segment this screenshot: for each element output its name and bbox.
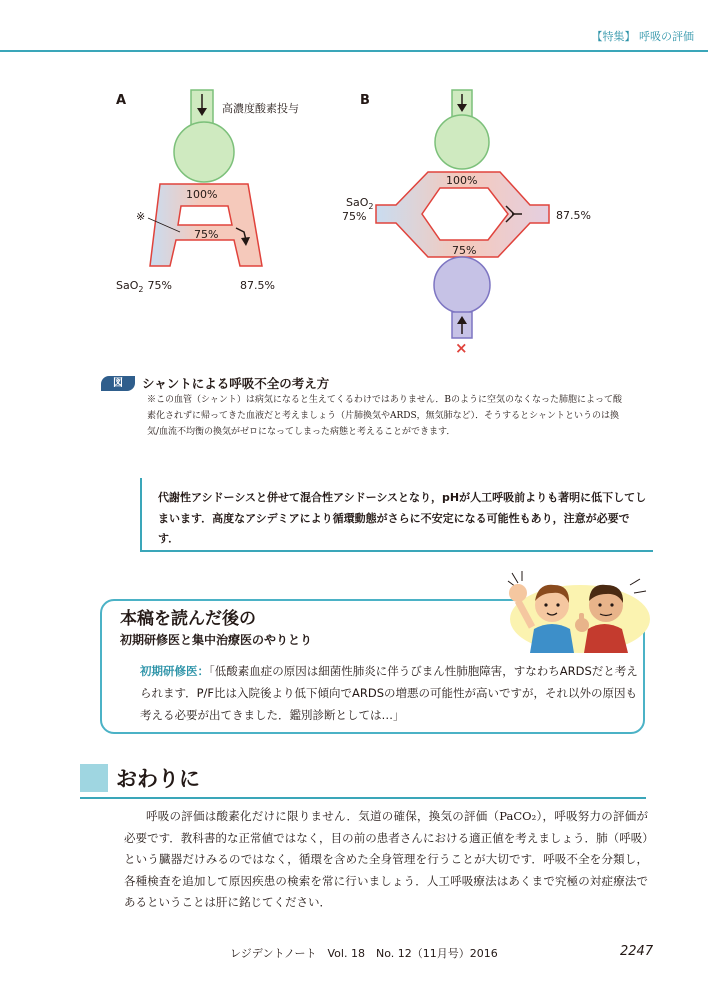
panel-a-oxygen-note: 高濃度酸素投与 [222, 102, 299, 115]
panel-b-upper-saturation: 100% [446, 174, 478, 187]
dialog-body [140, 660, 640, 726]
panel-a-label: A [116, 93, 127, 108]
conclusion-paragraph: 呼吸の評価は酸素化だけに限りません．気道の確保，換気の評価（PaCO₂），呼吸努力の評価が必要です．教科書的な正常値ではなく，目の前の患者さんにおける適正値を考えましょう．肺（呼吸）という臓器だけみるのではなく，循環を含めた全身管理を行うことが大切です．呼吸不全を分類し，各種検査を追加して原因疾患の検索を常に行いましょう．人工呼吸療法はあくまで究極の対症療法であるということは肝に銘じてください． [124, 809, 648, 910]
panel-b-collapsed-alveolus [434, 257, 490, 313]
panel-b-outflow: 87.5% [556, 209, 591, 222]
panel-a-alveolus [174, 122, 234, 182]
panel-b-blocked-airway [452, 312, 472, 338]
page-number: 2247 [620, 944, 654, 959]
panel-a-shunt-saturation: 75% [194, 228, 219, 241]
panel-a-upper-saturation: 100% [186, 188, 218, 201]
footer-journal: レジデントノート Vol. 18 No. 12（11月号）2016 [230, 947, 498, 960]
blocked-x-icon: × [455, 339, 468, 357]
doctors-illustration [500, 563, 650, 655]
panel-b-lower-saturation: 75% [452, 244, 477, 257]
summary-text: 代謝性アシドーシスと併せて混合性アシドーシスとなり，pHが人工呼吸前よりも著明に低下してしまいます．高度なアシデミアにより循環動態がさらに不安定になる可能性もあり，注意が必要です． [158, 491, 647, 545]
shunt-figure [0, 80, 708, 370]
panel-b-mixed-label: SaO$_2$ [346, 196, 374, 211]
running-header: 【特集】 呼吸の評価 [591, 30, 694, 43]
section-heading: おわりに [116, 767, 200, 791]
figure-caption-title: シャントによる呼吸不全の考え方 [142, 376, 330, 391]
panel-b-alveolus [435, 115, 489, 169]
dialog-quote: 「低酸素血症の原因は細菌性肺炎に伴うびまん性肺胞障害，すなわちARDSだと考えられます．P/F比は入院後より低下傾向でARDSの増悪の可能性が高いですが，それ以外の原因も考える必要が出てきました．鑑別診断としては…」 [140, 664, 638, 722]
figure-label-badge: 図 [101, 376, 135, 391]
header-rule [0, 50, 708, 52]
section-rule [80, 797, 646, 799]
panel-b-mixed-value: 75% [342, 210, 367, 223]
panel-a-shunt-mark: ※ [136, 210, 146, 223]
section-marker [80, 764, 108, 792]
figure-caption-note: ※この血管（シャント）は病気になると生えてくるわけではありません．Bのように空気のなくなった肺胞によって酸素化されずに帰ってきた血液だと考えましょう（片肺換気やARDS，無気肺など）．そうするとシャントというのは換気/血流不均衡の換気がゼロになってしまった病態と考えることができます． [147, 395, 622, 437]
panel-a-outflow: 87.5% [240, 279, 275, 292]
dialog-subtitle: 初期研修医と集中治療医のやりとり [120, 633, 313, 647]
dialog-speaker: 初期研修医： [140, 664, 209, 678]
panel-b-label: B [360, 93, 370, 108]
dialog-title: 本稿を読んだ後の [120, 609, 256, 629]
panel-a-mixed-label: SaO$_2$ 75% [116, 279, 172, 294]
